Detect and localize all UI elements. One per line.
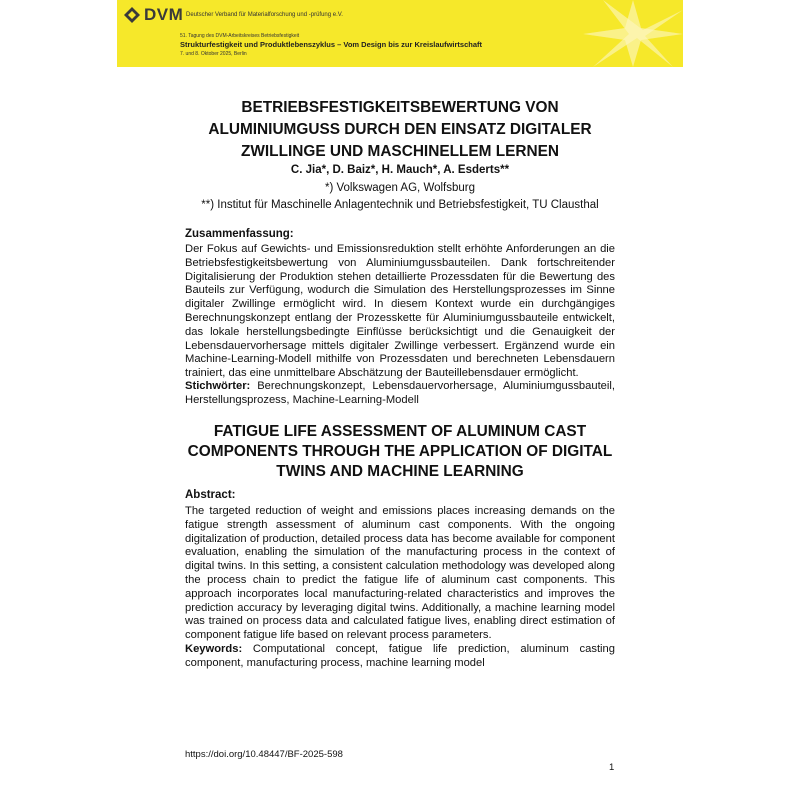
doi-link[interactable]: https://doi.org/10.48447/BF-2025-598	[185, 749, 343, 760]
english-title: FATIGUE LIFE ASSESSMENT OF ALUMINUM CAST COMPONENTS THROUGH THE APPLICATION OF DIGITAL TWINS AND MACHINE LEARNING	[187, 423, 613, 480]
authors: C. Jia*, D. Baiz*, H. Mauch*, A. Esderts**	[290, 164, 510, 176]
german-keywords-label: Stichwörter:	[185, 380, 251, 392]
german-title: BETRIEBSFESTIGKEITSBEWERTUNG VON ALUMINIUMGUSS DURCH DEN EINSATZ DIGITALER ZWILLINGE UND MASCHINELLEM LERNEN	[208, 99, 592, 160]
page-number: 1	[609, 762, 615, 773]
english-keywords	[185, 643, 615, 671]
conference-series: 51. Tagung des DVM-Arbeitskreises Betriebsfestigkeit	[180, 33, 300, 39]
affiliation-tu-clausthal: **) Institut für Maschinelle Anlagentechnik und Betriebsfestigkeit, TU Clausthal	[201, 199, 599, 211]
star-burst-icon	[583, 0, 683, 67]
english-keywords-label: Keywords:	[185, 643, 243, 655]
german-keywords-list: Berechnungskonzept, Lebensdauervorhersage, Aluminiumgussbauteil, Herstellungsprozess, Machine-Learning-Modell	[185, 380, 615, 406]
conference-title: Strukturfestigkeit und Produktlebenszyklus – Vom Design bis zur Kreislaufwirtschaft	[180, 40, 483, 49]
conference-header	[117, 0, 683, 67]
dvm-logo-text: DVM	[144, 5, 184, 24]
affiliation-volkswagen: *) Volkswagen AG, Wolfsburg	[325, 182, 475, 194]
german-abstract-text: Der Fokus auf Gewichts- und Emissionsreduktion stellt erhöhte Anforderungen an die Betriebsfestigkeitsbewertung von Aluminiumgussbauteilen. Dank fortschreitender Digitalisierung der Produktion stehen detaillierte Prozessdaten für die Bewertung des Bauteils zur Verfügung, wodurch die Simulation des Herstellungsprozesses im Sinne digitaler Zwillinge ermöglicht wird. In diesem Kontext wurde ein durchgängiges Berechnungskonzept entlang der Prozesskette für Aluminiumgussbauteile entwickelt, das lokale herstellungsbedingte Einflüsse berücksichtigt und die Genauigkeit der Lebensdauervorhersage mittels digitaler Zwillinge verbessert. Ergänzend wurde ein Machine-Learning-Modell mithilfe von Prozessdaten und berechneten Lebensdauern trainiert, das eine unmittelbare Abschätzung der Bauteillebensdauer ermöglicht.	[185, 243, 615, 380]
conference-date: 7. und 8. Oktober 2025, Berlin	[180, 51, 247, 57]
english-keywords-list: Computational concept, fatigue life prediction, aluminum casting component, manufacturing process, machine learning model	[185, 643, 615, 669]
english-abstract-heading: Abstract:	[185, 489, 236, 501]
german-abstract-heading: Zusammenfassung:	[185, 228, 294, 240]
dvm-diamond-logo-icon	[124, 7, 140, 23]
organization-name: Deutscher Verband für Materialforschung und -prüfung e.V.	[186, 12, 343, 18]
german-keywords	[185, 380, 615, 408]
english-abstract-text: The targeted reduction of weight and emissions places increasing demands on the fatigue strength assessment of aluminum cast components. With the ongoing digitalization of production, detailed process data has become available for component evaluation, enabling the simulation of the manufacturing process in the context of digital twins. In this setting, a consistent calculation methodology was developed along the process chain to predict the fatigue life of aluminum cast components. This approach incorporates local manufacturing-related characteristics and improves the prediction accuracy by leveraging digital twins. Additionally, a machine learning model was trained on process data and calculated fatigue lives, enabling direct estimation of component fatigue life based on relevant process parameters.	[185, 505, 615, 642]
